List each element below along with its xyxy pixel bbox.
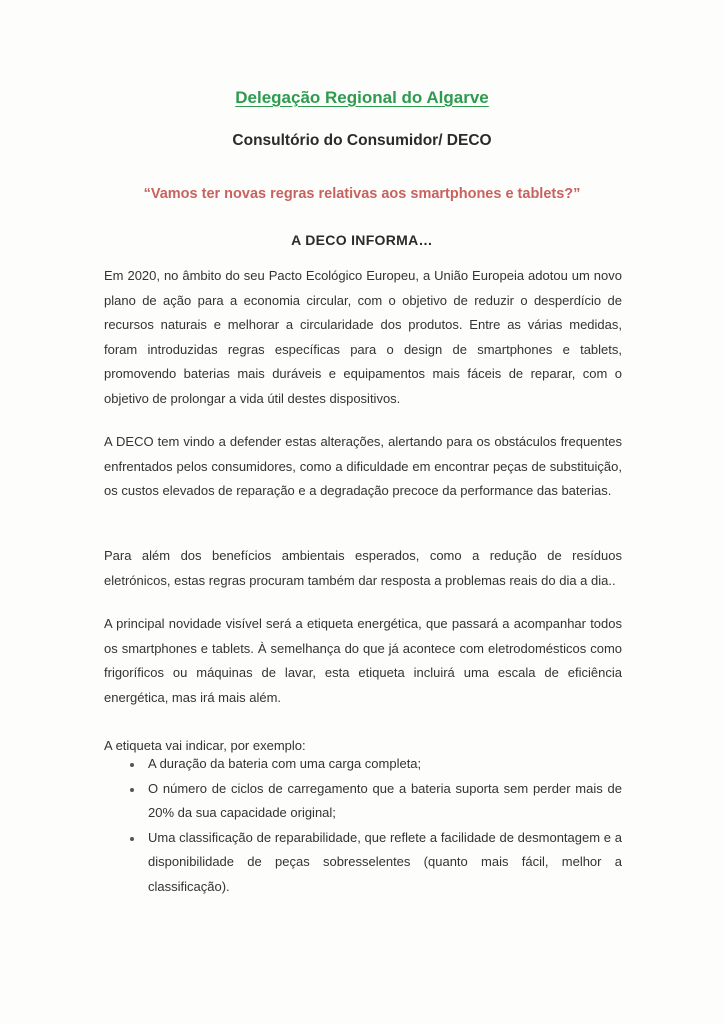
section-heading: A DECO INFORMA… [291, 232, 433, 248]
label-info-list [104, 752, 622, 899]
organization-title: Delegação Regional do Algarve [235, 88, 489, 107]
paragraph-label-intro: A etiqueta vai indicar, por exemplo: [104, 738, 306, 753]
paragraph-deco-position: A DECO tem vindo a defender estas alterações, alertando para os obstáculos frequentes enfrentados pelos consumidores, como a dificuldade em encontrar peças de substituição, os custos elevados de reparação e a degradação precoce da performance das baterias. [104, 434, 622, 498]
list-item-text: Uma classificação de reparabilidade, que reflete a facilidade de desmontagem e a disponibilidade de peças sobresselentes (quanto mais fácil, melhor a classificação). [148, 829, 622, 894]
list-item [104, 752, 622, 777]
document-subtitle: Consultório do Consumidor/ DECO [232, 132, 492, 149]
article-headline: “Vamos ter novas regras relativas aos smartphones e tablets?” [143, 186, 581, 202]
list-item [104, 777, 622, 826]
paragraph-intro: Em 2020, no âmbito do seu Pacto Ecológico Europeu, a União Europeia adotou um novo plano de ação para a economia circular, com o objetivo de reduzir o desperdício de recursos naturais e melhorar a circularidade dos produtos. Entre as várias medidas, foram introduzidas regras específicas para o design de smartphones e tablets, promovendo baterias mais duráveis e equipamentos mais fáceis de reparar, com o objetivo de prolongar a vida útil destes dispositivos. [104, 268, 622, 406]
bullet-icon [130, 788, 134, 792]
list-item-text: O número de ciclos de carregamento que a bateria suporta sem perder mais de 20% da sua capacidade original; [148, 780, 622, 820]
bullet-icon [130, 837, 134, 841]
paragraph-benefits: Para além dos benefícios ambientais esperados, como a redução de resíduos eletrónicos, estas regras procuram também dar resposta a problemas reais do dia a dia.. [104, 548, 622, 588]
list-item-text: A duração da bateria com uma carga completa; [148, 756, 422, 771]
paragraph-energy-label: A principal novidade visível será a etiqueta energética, que passará a acompanhar todos os smartphones e tablets. À semelhança do que já acontece com eletrodomésticos como frigoríficos ou máquinas de lavar, esta etiqueta incluirá uma escala de eficiência energética, mas irá mais além. [104, 616, 622, 705]
list-item [104, 826, 622, 900]
bullet-icon [130, 763, 134, 767]
